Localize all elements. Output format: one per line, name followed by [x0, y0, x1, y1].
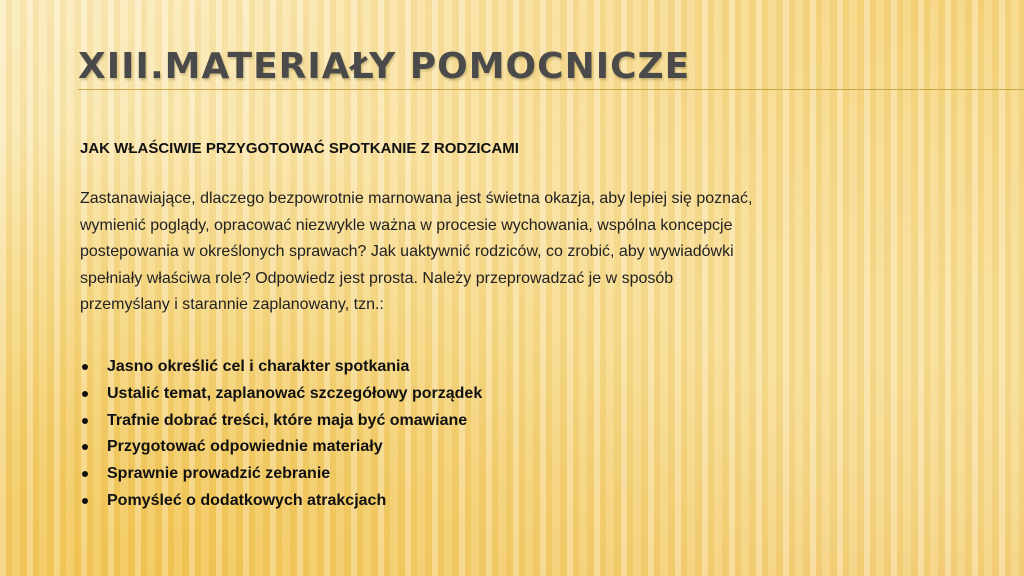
bullet-icon: [82, 418, 88, 424]
bullet-icon: [82, 498, 88, 504]
section-heading: JAK WŁAŚCIWIE PRZYGOTOWAĆ SPOTKANIE Z RODZICAMI: [80, 140, 519, 157]
bullet-text: Ustalić temat, zaplanować szczegółowy porządek: [107, 384, 483, 402]
bullet-icon: [82, 364, 88, 370]
list-item: [80, 463, 482, 490]
bullet-icon: [82, 471, 88, 477]
paragraph-line: spełniały właściwa role? Odpowiedz jest prosta. Należy przeprowadzać je w sposób: [80, 269, 674, 287]
bullet-text: Przygotować odpowiednie materiały: [107, 438, 383, 456]
intro-paragraph: [80, 186, 752, 319]
paragraph-line: Zastanawiające, dlaczego bezpowrotnie marnowana jest świetna okazja, aby lepiej się poznać,: [80, 190, 753, 207]
paragraph-line: postepowania w określonych sprawach? Jak uaktywnić rodziców, co zrobić, aby wywiadówki: [80, 243, 734, 260]
list-item: [80, 436, 482, 463]
title-underline: [78, 89, 1024, 90]
paragraph-line: przemyślany i starannie zaplanowany, tzn.:: [80, 296, 384, 313]
bullet-text: Sprawnie prowadzić zebranie: [107, 465, 331, 483]
list-item: [80, 490, 482, 517]
bullet-icon: [82, 444, 88, 450]
list-item: [80, 356, 482, 383]
bullet-text: Pomyśleć o dodatkowych atrakcjach: [107, 491, 387, 509]
bullet-text: Trafnie dobrać treści, które maja być omawiane: [107, 411, 468, 429]
bullet-icon: [82, 391, 88, 397]
paragraph-line: wymienić poglądy, opracować niezwykle ważna w procesie wychowania, wspólna koncepcje: [80, 216, 733, 234]
bullet-list: [80, 356, 482, 517]
slide-title: XIII.MATERIAŁY POMOCNICZE: [78, 46, 691, 87]
list-item: [80, 383, 482, 410]
list-item: [80, 410, 482, 437]
bullet-text: Jasno określić cel i charakter spotkania: [107, 358, 410, 375]
